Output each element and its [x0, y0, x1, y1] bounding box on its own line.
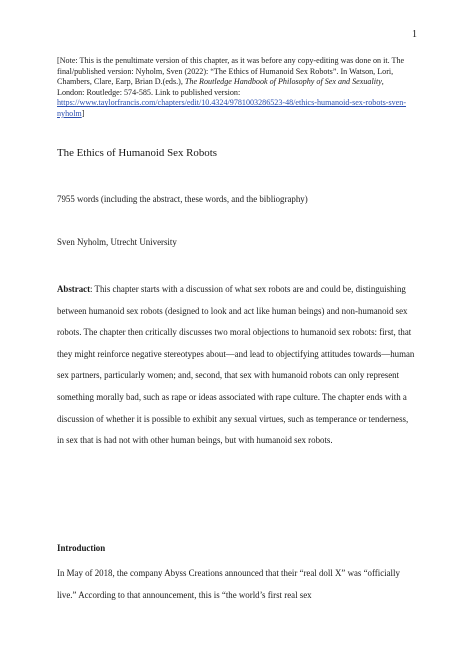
published-version-link[interactable]: https://www.taylorfrancis.com/chapters/edit/10.4324/9781003286523-48/ethics-humanoid-sex-robots-sven-nyholm	[57, 98, 407, 118]
word-count: 7955 words (including the abstract, these words, and the bibliography)	[57, 194, 308, 204]
chapter-title: The Ethics of Humanoid Sex Robots	[57, 147, 218, 159]
page-number: 1	[412, 29, 417, 40]
note-closing-bracket: ]	[81, 108, 85, 118]
section-heading-introduction: Introduction	[57, 543, 106, 553]
book-title: The Routledge Handbook of Philosophy of Sex and Sexuality	[184, 77, 382, 87]
publication-note	[57, 56, 413, 120]
note-text: [Note: This is the penultimate version of this chapter, as it was before any copy-editing was done on it. The final/published version: Nyholm, Sven (2022): “The Ethics of Humanoid Sex Robots”. In Watson, Lori, Chambers, Clare, Earp, Brian D.(eds.),	[57, 56, 405, 87]
note-text-continued: , London: Routledge: 574-585. Link to published version:	[57, 77, 384, 97]
abstract-label: Abstract	[57, 284, 91, 294]
abstract-paragraph	[57, 279, 417, 452]
author-affiliation: Sven Nyholm, Utrecht University	[57, 237, 177, 247]
introduction-paragraph: In May of 2018, the company Abyss Creations announced that their “real doll X” was “officially live.” According to that announcement, this is “the world’s first real sex	[57, 568, 400, 600]
abstract-text: : This chapter starts with a discussion of what sex robots are and could be, distinguishing between humanoid sex robots (designed to look and act like human beings) and non-humanoid sex robots. The chapter then critically discusses two moral objections to humanoid sex robots: first, that they might reinforce negative stereotypes about—and lead to objectifying attitudes towards—human sex partners, particularly women; and, second, that sex with humanoid robots can only represent something morally bad, such as rape or ideas associated with rape culture. The chapter ends with a discussion of whether it is possible to exhibit any sexual virtues, such as temperance or tenderness, in sex that is had not with other human beings, but with humanoid sex robots.	[57, 284, 415, 446]
